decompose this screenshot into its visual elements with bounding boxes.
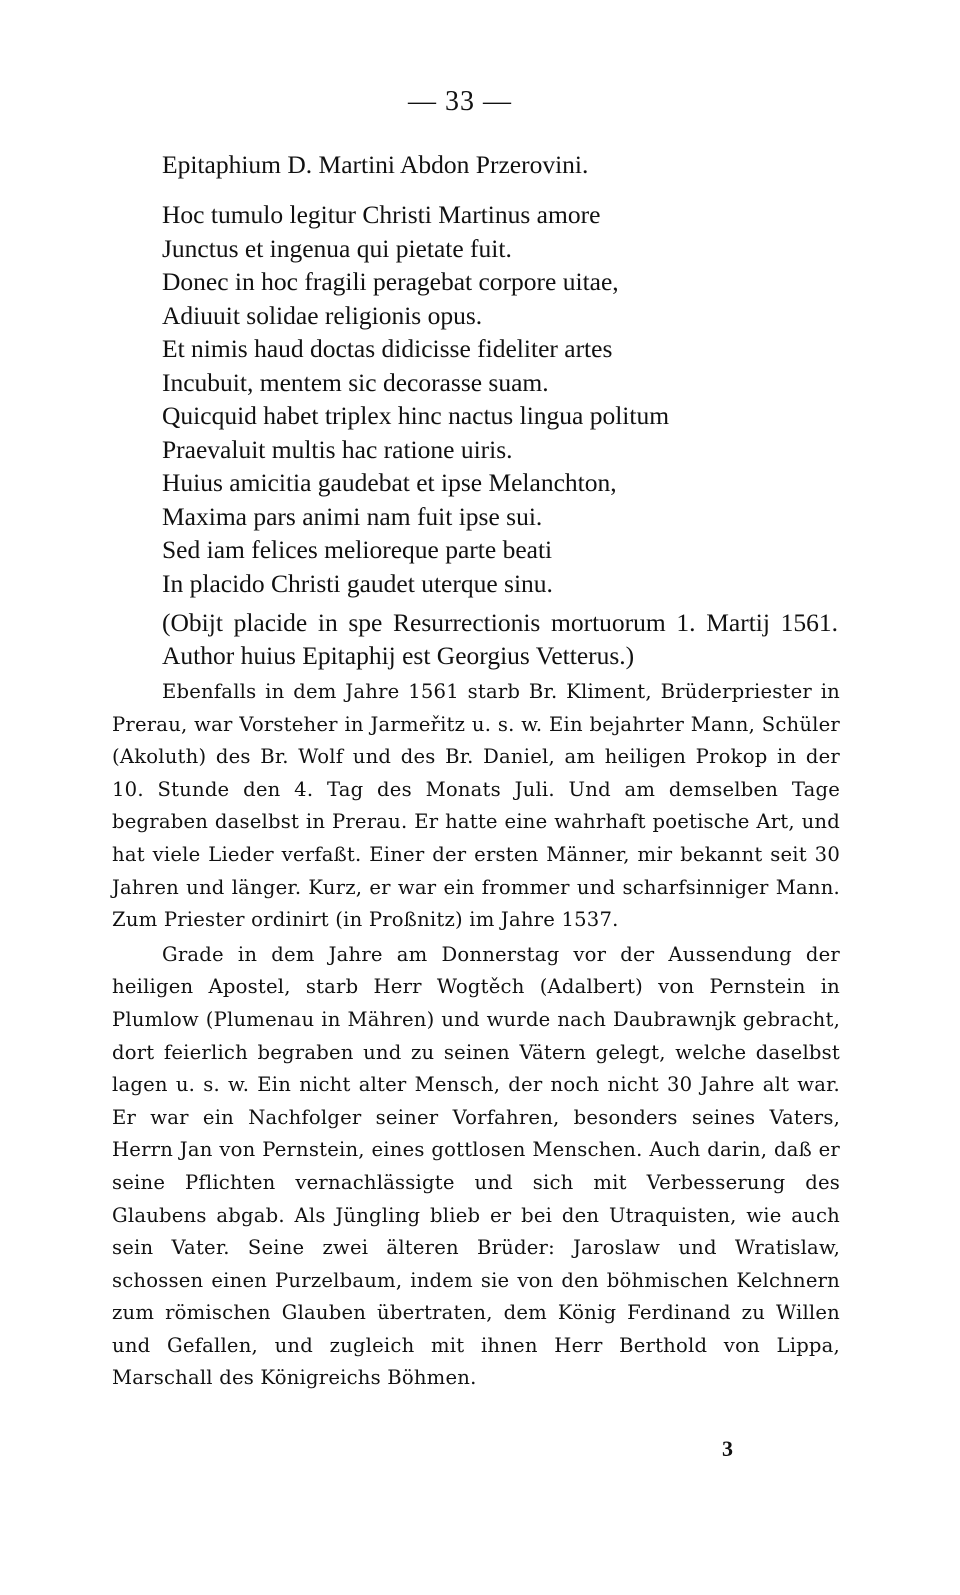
verse-line: Donec in hoc fragili peragebat corpore uitae, (162, 267, 619, 296)
verse-line: Hoc tumulo legitur Christi Martinus amore (162, 200, 601, 229)
page-number: — 33 — (408, 86, 512, 117)
verse-line: Adiuuit solidae religionis opus. (162, 300, 483, 330)
german-text (112, 676, 840, 1395)
verse-line: Huius amicitia gaudebat et ipse Melanchton, (162, 468, 617, 497)
verse-line: Incubuit, mentem sic decorasse suam. (162, 367, 549, 397)
verse-line: Quicquid habet triplex hinc nactus lingua politum (162, 401, 670, 430)
epitaph-note: (Obijt placide in spe Resurrectionis mortuorum 1. Martij 1561. Author huius Epitaphij est Georgius Vetterus.) (162, 608, 838, 670)
epitaph-heading: Epitaphium D. Martini Abdon Przerovini. (162, 150, 589, 179)
verse-line: Maxima pars animi nam fuit ipse sui. (162, 501, 543, 531)
signature-mark: 3 (722, 1436, 733, 1461)
verse-line: Sed iam felices melioreque parte beati (162, 535, 553, 564)
verse-line: Praevaluit multis hac ratione uiris. (162, 434, 513, 464)
paragraph-kliment: Ebenfalls in dem Jahre 1561 starb Br. Kliment, Brüderpriester in Prerau, war Vorsteher in Jarmeřitz u. s. w. Ein bejahrter Mann, Schüler (Akoluth) des Br. Wolf und des Br. Daniel, am heiligen Prokop in der 10. Stunde den 4. Tag des Monats Juli. Und am demselben Tage begraben daselbst in Prerau. Er hatte eine wahrhaft poetische Art, und hat viele Lieder verfaßt. Einer der ersten Männer, mir bekannt seit 30 Jahren und länger. Kurz, er war ein frommer und scharfsinniger Mann. Zum Priester ordinirt (in Proßnitz) im Jahre 1537. (112, 680, 840, 932)
verse-line: In placido Christi gaudet uterque sinu. (162, 568, 553, 598)
verse-line: Junctus et ingenua qui pietate fuit. (162, 233, 512, 263)
verse-line: Et nimis haud doctas didicisse fideliter artes (162, 334, 613, 363)
epitaph-block (162, 148, 862, 672)
paragraph-pernstein: Grade in dem Jahre am Donnerstag vor der Aussendung der heiligen Apostel, starb Herr Wogtěch (Adalbert) von Pernstein in Plumlow (Plumenau in Mähren) und wurde nach Daubrawnjk gebracht, dort feierlich begraben und zu seinen Vätern gelegt, welche daselbst lagen u. s. w. Ein nicht alter Mensch, der noch nicht 30 Jahre alt war. Er war ein Nachfolger seiner Vorfahren, besonders seines Vaters, Herrn Jan von Pernstein, eines gottlosen Menschen. Auch darin, daß er seine Pflichten vernachlässigte und sich mit Verbesserung des Glaubens abgab. Als Jüngling blieb er bei den Utraquisten, wie auch sein Vater. Seine zwei älteren Brüder: Jaroslaw und Wratislaw, schossen einen Purzelbaum, indem sie von den böhmischen Kelchnern zum römischen Glauben übertraten, dem König Ferdinand zu Willen und Gefallen, und zugleich mit ihnen Herr Berthold von Lippa, Marschall des Königreichs Böhmen. (112, 942, 840, 1390)
